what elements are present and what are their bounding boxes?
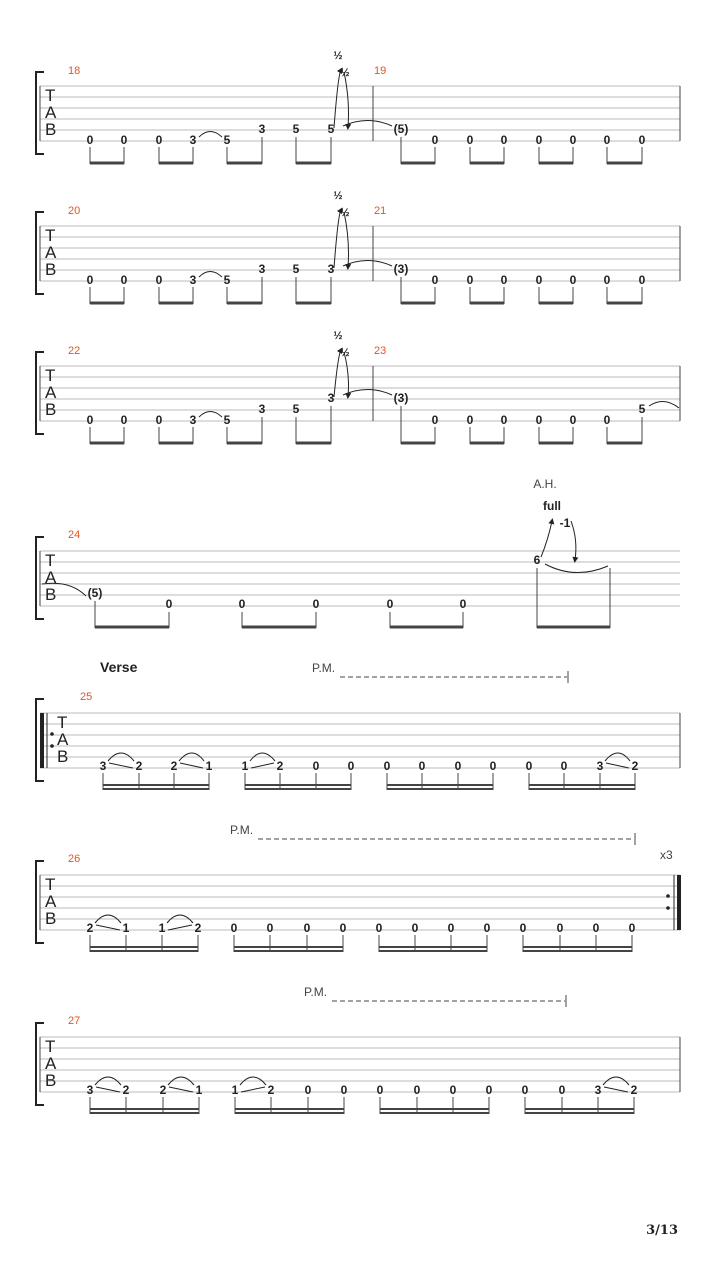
fret-number: 0 (266, 921, 274, 935)
tab-clef-b: B (45, 585, 57, 604)
bend-amount-label: ½ (333, 190, 343, 202)
fret-number: 5 (327, 122, 335, 136)
fret-number: 5 (292, 262, 300, 276)
fret-number: 0 (375, 921, 383, 935)
fret-number: 1 (195, 1083, 203, 1097)
fret-number: 0 (86, 273, 94, 287)
bend-amount-label: ½ (340, 67, 350, 79)
fret-number: 2 (135, 759, 143, 773)
beam-bars (90, 947, 632, 951)
slur-arc (199, 132, 222, 138)
fret-number: 0 (569, 273, 577, 287)
fret-number: 0 (376, 1083, 384, 1097)
bend-amount-label: full (543, 499, 561, 513)
fret-number: 5 (223, 133, 231, 147)
tab-system-25 (36, 659, 680, 790)
tab-system-18 (36, 50, 680, 164)
repeat-dot (50, 732, 54, 736)
tab-clef-b: B (45, 260, 57, 279)
fret-number: 3 (189, 273, 197, 287)
fret-number: 1 (205, 759, 213, 773)
fret-number: 0 (535, 273, 543, 287)
fret-number: 0 (413, 1083, 421, 1097)
slide-lines (96, 925, 192, 930)
tab-clef-t: T (45, 226, 56, 245)
fret-number: (3) (393, 262, 409, 276)
fret-number: 0 (525, 759, 533, 773)
fret-number: 0 (519, 921, 527, 935)
rhythm-beams (90, 406, 642, 444)
tab-system-20 (36, 190, 680, 304)
slur-arc (199, 412, 222, 418)
fret-number: 5 (292, 402, 300, 416)
tab-clef-a: A (45, 243, 57, 262)
fret-number: 0 (556, 921, 564, 935)
fret-number: 2 (86, 921, 94, 935)
fret-number: 0 (459, 597, 467, 611)
tab-clef-a: A (45, 1054, 57, 1073)
repeat-dot (666, 894, 670, 898)
bar-number: 18 (68, 65, 81, 77)
section-label: Verse (100, 659, 138, 675)
fret-number: 0 (120, 133, 128, 147)
fret-number: 3 (86, 1083, 94, 1097)
fret-number: 0 (454, 759, 462, 773)
fret-number: 0 (628, 921, 636, 935)
fret-number: 3 (596, 759, 604, 773)
bar-number: 22 (68, 345, 81, 357)
fret-number: 2 (170, 759, 178, 773)
beam-bars (103, 785, 635, 789)
bar-number: 24 (68, 529, 81, 541)
staff-lines (40, 551, 680, 606)
fret-number: 0 (603, 413, 611, 427)
palm-mute-label: P.M. (312, 661, 336, 675)
bend-arrow (541, 521, 552, 557)
tab-clef-b: B (45, 909, 57, 928)
tie-arc (545, 564, 608, 573)
staff-lines (40, 366, 680, 421)
bend-amount-label: ½ (333, 50, 343, 62)
fret-number: 0 (431, 413, 439, 427)
fret-number: 0 (339, 921, 347, 935)
fret-number: 0 (560, 759, 568, 773)
fret-number: 3 (258, 402, 266, 416)
fret-number: 0 (603, 273, 611, 287)
fret-number: 2 (630, 1083, 638, 1097)
tab-system-26 (36, 823, 680, 952)
bar-number: 19 (374, 65, 387, 77)
fret-number: 2 (159, 1083, 167, 1097)
fret-number: 0 (86, 413, 94, 427)
tab-clef-b: B (57, 747, 69, 766)
repeat-count: x3 (660, 848, 673, 862)
tab-clef-t: T (57, 713, 68, 732)
fret-number: 0 (120, 273, 128, 287)
fret-number: 0 (449, 1083, 457, 1097)
fret-number: 3 (258, 122, 266, 136)
fret-number: 0 (386, 597, 394, 611)
tie-arc (649, 401, 679, 408)
rhythm-beams (90, 1097, 634, 1114)
bend-release-label: -1 (559, 516, 571, 530)
fret-number: 0 (466, 273, 474, 287)
fret-number: 0 (521, 1083, 529, 1097)
fret-number: 0 (340, 1083, 348, 1097)
tab-clef-a: A (45, 103, 57, 122)
tie-arc (343, 261, 392, 267)
repeat-dot (666, 906, 670, 910)
fret-number: 0 (155, 413, 163, 427)
fret-number: 5 (292, 122, 300, 136)
release-arrow (571, 521, 576, 560)
fret-number: 0 (303, 921, 311, 935)
fret-number: 3 (189, 413, 197, 427)
fret-number: 0 (535, 413, 543, 427)
fret-number: 0 (466, 133, 474, 147)
fret-number: 0 (312, 759, 320, 773)
bar-number: 26 (68, 853, 81, 865)
bend-amount-label: ½ (333, 330, 343, 342)
slur-arc (199, 272, 222, 278)
fret-number: 5 (638, 402, 646, 416)
fret-number: 0 (489, 759, 497, 773)
fret-number: 0 (535, 133, 543, 147)
fret-number: 1 (158, 921, 166, 935)
fret-number: 3 (99, 759, 107, 773)
fret-number: 0 (120, 413, 128, 427)
fret-number: 0 (592, 921, 600, 935)
page-number: 3/13 (646, 1223, 678, 1238)
fret-number: 0 (638, 133, 646, 147)
tab-system-22 (36, 330, 680, 444)
beam-bars (90, 1109, 634, 1113)
staff-lines (40, 875, 680, 930)
fret-number: 0 (569, 133, 577, 147)
bar-number: 27 (68, 1015, 81, 1027)
fret-number: (3) (393, 391, 409, 405)
tab-clef-a: A (57, 730, 69, 749)
staff-lines (40, 226, 680, 281)
tab-clef-t: T (45, 1037, 56, 1056)
bar-number: 20 (68, 205, 81, 217)
fret-number: 0 (485, 1083, 493, 1097)
palm-mute-label: P.M. (304, 985, 328, 999)
fret-number: 3 (327, 262, 335, 276)
bar-number: 23 (374, 345, 387, 357)
fret-number: 5 (223, 273, 231, 287)
fret-number: 0 (238, 597, 246, 611)
fret-number: 3 (327, 391, 335, 405)
fret-number: 1 (241, 759, 249, 773)
fret-number: 2 (267, 1083, 275, 1097)
tab-system-24 (36, 477, 680, 628)
fret-number: 2 (631, 759, 639, 773)
fret-number: 0 (638, 273, 646, 287)
fret-number: 0 (411, 921, 419, 935)
fret-number: (5) (393, 122, 409, 136)
fret-number: 0 (558, 1083, 566, 1097)
fret-number: 1 (231, 1083, 239, 1097)
slide-lines (109, 763, 629, 768)
fret-number: 0 (483, 921, 491, 935)
fret-number: 3 (258, 262, 266, 276)
tie-arc (343, 121, 392, 127)
fret-number: 2 (276, 759, 284, 773)
fret-number: 0 (418, 759, 426, 773)
repeat-dot (50, 744, 54, 748)
fret-number: 0 (447, 921, 455, 935)
tab-clef-a: A (45, 892, 57, 911)
fret-number: 5 (223, 413, 231, 427)
artificial-harmonic-label: A.H. (533, 477, 557, 491)
fret-number: (5) (87, 586, 103, 600)
tab-clef-t: T (45, 86, 56, 105)
fret-number: 0 (165, 597, 173, 611)
slide-lines (96, 1087, 628, 1092)
fret-number: 0 (230, 921, 238, 935)
rhythm-beams (90, 935, 632, 952)
fret-number: 0 (155, 273, 163, 287)
fret-number: 0 (466, 413, 474, 427)
tab-system-27 (36, 985, 680, 1114)
fret-number: 0 (500, 413, 508, 427)
tab-clef-t: T (45, 366, 56, 385)
fret-number: 6 (533, 553, 541, 567)
tab-clef-t: T (45, 551, 56, 570)
staff-lines (40, 86, 680, 141)
tab-clef-b: B (45, 1071, 57, 1090)
bar-number: 21 (374, 205, 387, 217)
fret-number: 0 (86, 133, 94, 147)
fret-number: 0 (383, 759, 391, 773)
bend-amount-label: ½ (340, 347, 350, 359)
tab-clef-t: T (45, 875, 56, 894)
fret-number: 0 (347, 759, 355, 773)
fret-number: 0 (500, 273, 508, 287)
tab-clef-b: B (45, 400, 57, 419)
fret-number: 0 (431, 273, 439, 287)
fret-number: 3 (594, 1083, 602, 1097)
fret-number: 0 (304, 1083, 312, 1097)
fret-number: 0 (431, 133, 439, 147)
fret-number: 1 (122, 921, 130, 935)
fret-number: 0 (312, 597, 320, 611)
fret-number: 0 (500, 133, 508, 147)
tie-arc (343, 390, 392, 396)
bend-amount-label: ½ (340, 207, 350, 219)
tab-clef-a: A (45, 383, 57, 402)
fret-number: 3 (189, 133, 197, 147)
tab-clef-b: B (45, 120, 57, 139)
fret-number: 0 (569, 413, 577, 427)
fret-number: 2 (122, 1083, 130, 1097)
rhythm-beams (103, 773, 635, 790)
staff-lines (40, 1037, 680, 1092)
fret-number: 0 (155, 133, 163, 147)
fret-number: 0 (603, 133, 611, 147)
palm-mute-label: P.M. (230, 823, 254, 837)
bar-number: 25 (80, 691, 93, 703)
fret-number: 2 (194, 921, 202, 935)
tab-clef-a: A (45, 568, 57, 587)
